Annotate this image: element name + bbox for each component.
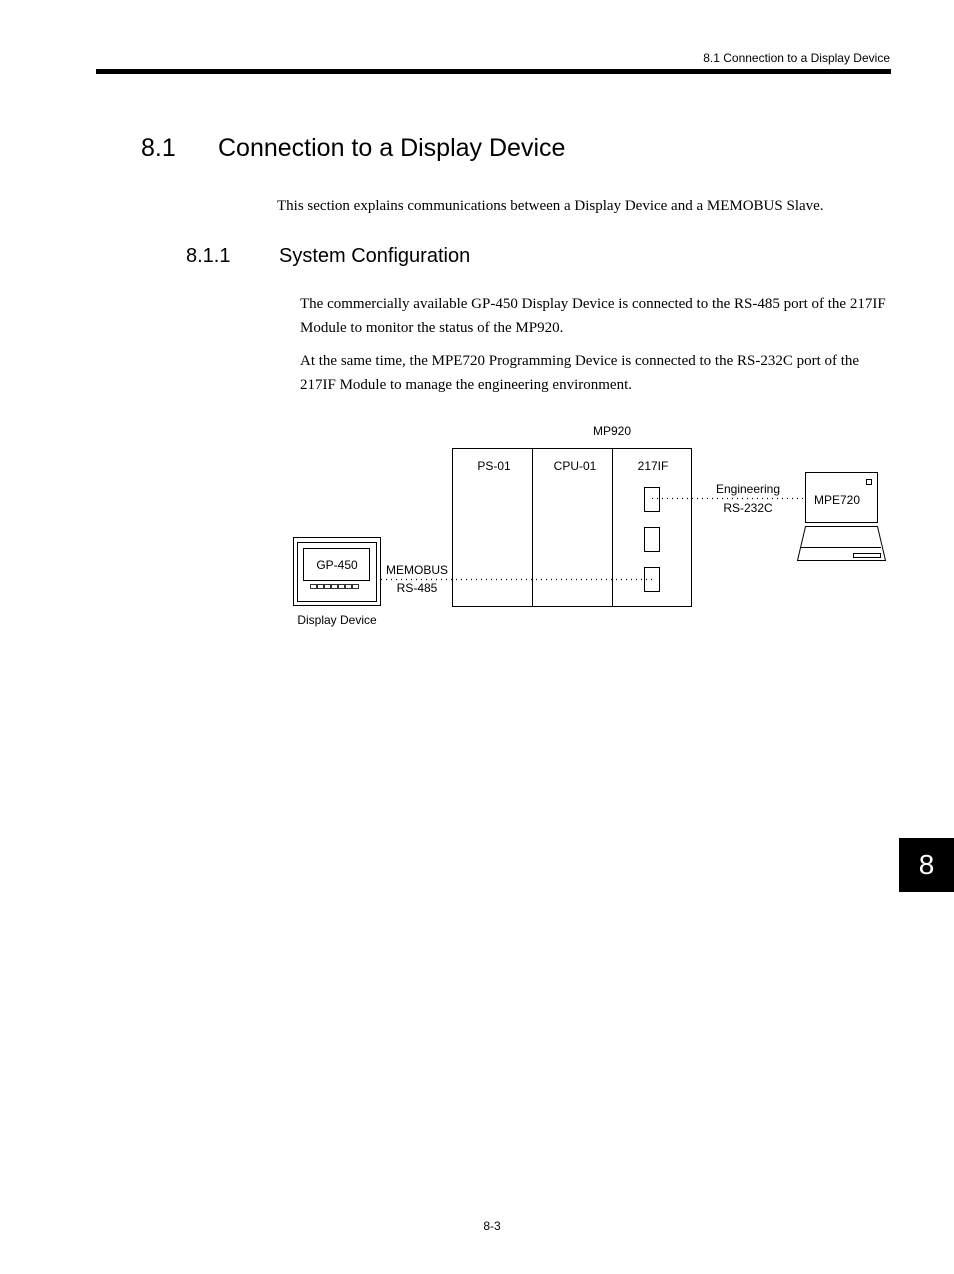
rack-label: MP920 (592, 424, 632, 438)
chapter-tab: 8 (899, 838, 954, 892)
display-screen-label: GP-450 (316, 558, 358, 572)
running-header: 8.1 Connection to a Display Device (703, 51, 890, 65)
subsection-number: 8.1.1 (186, 245, 231, 267)
rs485-label: RS-485 (396, 581, 438, 595)
rs232c-label: RS-232C (723, 501, 773, 515)
laptop-label: MPE720 (813, 493, 861, 507)
rs232c-port (645, 488, 660, 512)
module-cpu01-label: CPU-01 (553, 459, 597, 473)
body-paragraph-2: At the same time, the MPE720 Programming Device is connected to the RS-232C port of the 217IF Module to manage the engineering environment. (300, 353, 860, 393)
section-title: Connection to a Display Device (218, 134, 566, 162)
display-caption: Display Device (297, 613, 377, 627)
display-keypad (311, 585, 359, 589)
engineering-label: Engineering (715, 482, 781, 496)
subsection-title: System Configuration (279, 245, 471, 267)
display-device-bezel (298, 543, 377, 602)
intro-paragraph: This section explains communications between a Display Device and a MEMOBUS Slave. (277, 198, 824, 214)
memobus-label: MEMOBUS (385, 563, 449, 577)
module-217if-label: 217IF (637, 459, 669, 473)
port (645, 528, 660, 552)
section-number: 8.1 (141, 134, 176, 162)
body-paragraph-1: The commercially available GP-450 Display Device is connected to the RS-485 port of the 217IF Module to monitor the status of the MP920. (300, 296, 886, 336)
laptop-drive-slot (854, 554, 881, 558)
module-ps01-label: PS-01 (477, 459, 511, 473)
laptop-base (798, 527, 886, 561)
page-number: 8-3 (483, 1219, 501, 1233)
laptop-indicator (867, 480, 872, 485)
